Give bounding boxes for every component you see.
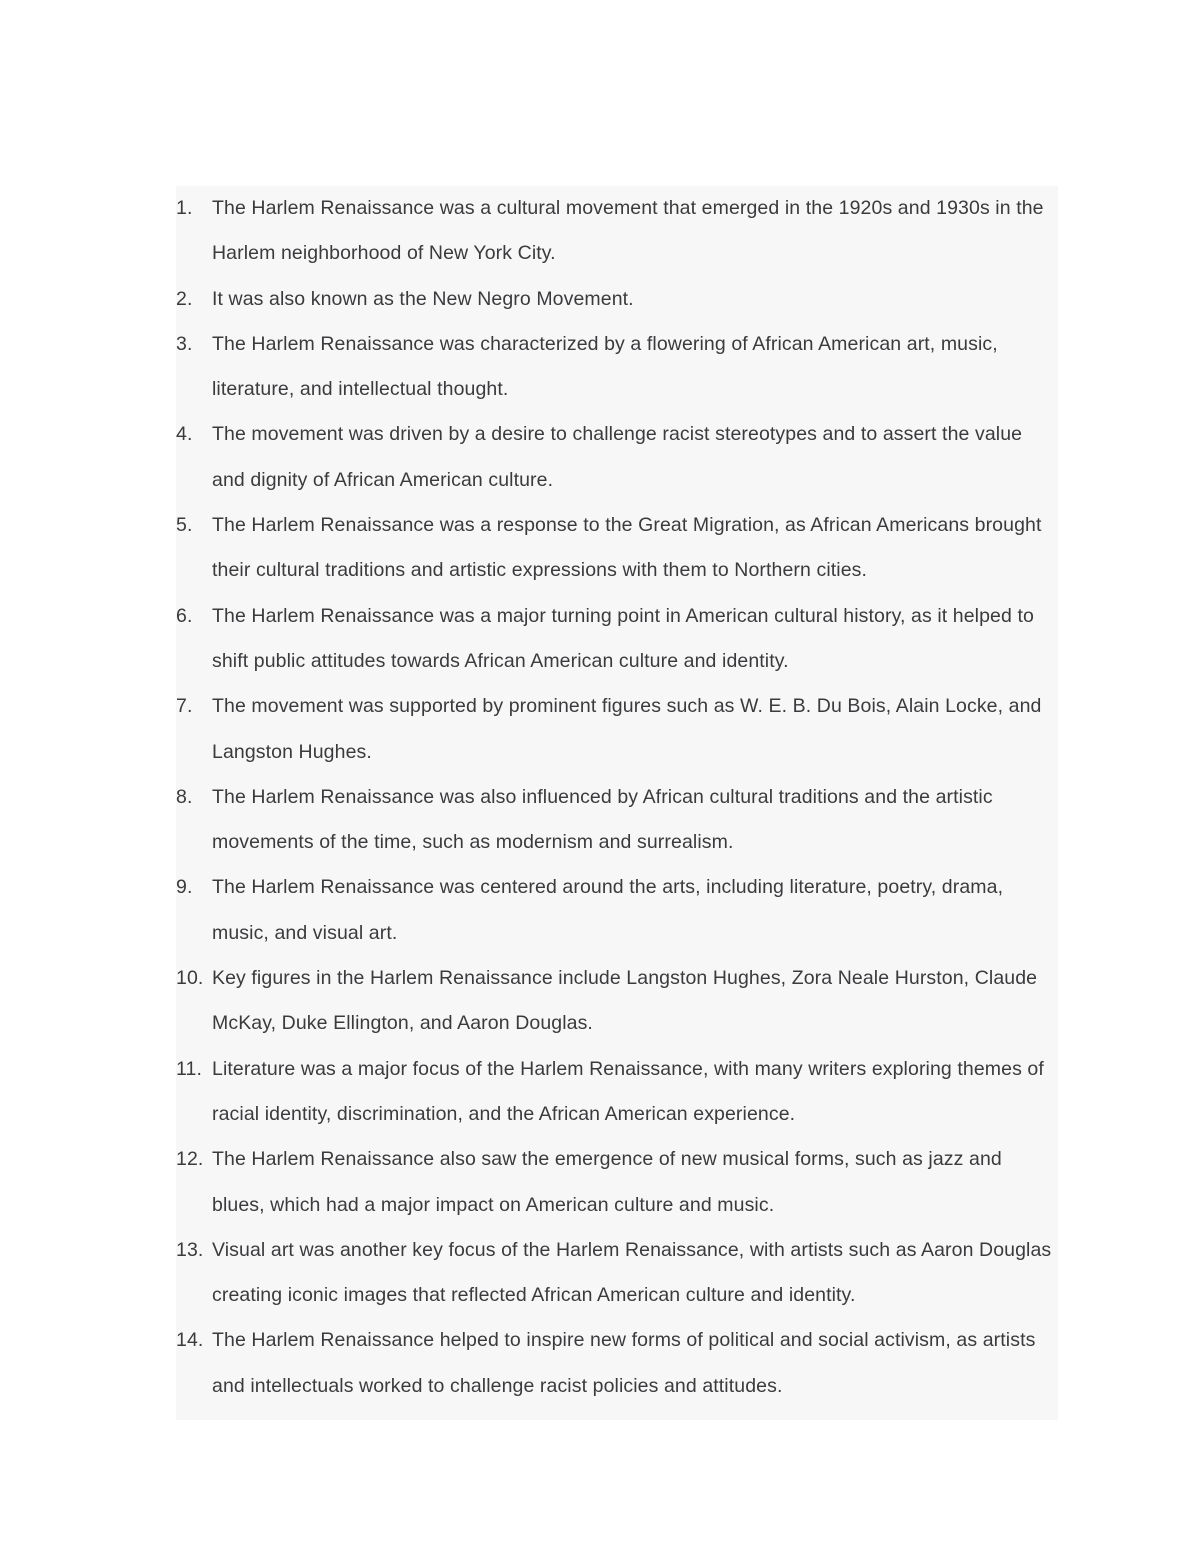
list-item-text: The Harlem Renaissance was a response to the Great Migration, as African Americans brought their cultural traditions and artistic expressions with them to Northern cities.: [212, 514, 1042, 582]
list-item: [176, 956, 1058, 1047]
list-item: [176, 775, 1058, 866]
list-item-text: The Harlem Renaissance was centered around the arts, including literature, poetry, drama, music, and visual art.: [212, 876, 1004, 944]
list-item: [176, 1137, 1058, 1228]
list-item: [176, 1047, 1058, 1138]
list-item-text: The Harlem Renaissance was also influenced by African cultural traditions and the artistic movements of the time, such as modernism and surrealism.: [212, 785, 993, 854]
list-item-number: 4.: [176, 423, 193, 446]
list-item-number: 9.: [176, 876, 193, 899]
numbered-list: [176, 186, 1058, 1409]
list-item: [176, 865, 1058, 956]
list-item-text: Key figures in the Harlem Renaissance include Langston Hughes, Zora Neale Hurston, Claude McKay, Duke Ellington, and Aaron Douglas.: [212, 967, 1038, 1035]
list-item: [176, 322, 1058, 413]
list-item-number: 8.: [176, 785, 193, 808]
list-item-number: 7.: [176, 695, 193, 718]
list-item: [176, 684, 1058, 775]
list-item-number: 12.: [176, 1148, 204, 1171]
list-item: [176, 503, 1058, 594]
list-item-number: 11.: [176, 1057, 202, 1080]
list-item-number: 6.: [176, 604, 193, 627]
content-block: [176, 186, 1058, 1420]
list-item-text: The Harlem Renaissance was characterized by a flowering of African American art, music, literature, and intellectual thought.: [212, 332, 998, 401]
list-item-number: 3.: [176, 332, 193, 355]
list-item-text: The movement was supported by prominent figures such as W. E. B. Du Bois, Alain Locke, and Langston Hughes.: [212, 695, 1042, 763]
list-item-number: 14.: [176, 1329, 204, 1352]
list-item-text: The Harlem Renaissance was a major turning point in American cultural history, as it helped to shift public attitudes towards African American culture and identity.: [212, 604, 1034, 672]
list-item-text: The Harlem Renaissance helped to inspire new forms of political and social activism, as artists and intellectuals worked to challenge racist policies and attitudes.: [212, 1329, 1036, 1397]
list-item-text: Visual art was another key focus of the Harlem Renaissance, with artists such as Aaron Douglas creating iconic images that reflected African American culture and identity.: [212, 1238, 1052, 1307]
list-item-number: 5.: [176, 514, 193, 537]
list-item-text: The Harlem Renaissance also saw the emergence of new musical forms, such as jazz and blues, which had a major impact on American culture and music.: [212, 1148, 1002, 1216]
list-item: [176, 412, 1058, 503]
list-item-text: Literature was a major focus of the Harlem Renaissance, with many writers exploring themes of racial identity, discrimination, and the African American experience.: [212, 1057, 1044, 1125]
list-item: [176, 594, 1058, 685]
list-item-number: 13.: [176, 1238, 204, 1261]
list-item-number: 1.: [176, 197, 193, 219]
list-item-number: 10.: [176, 967, 204, 990]
list-item: [176, 277, 1058, 322]
list-item: [176, 1228, 1058, 1319]
list-item-text: The Harlem Renaissance was a cultural movement that emerged in the 1920s and 1930s in the Harlem neighborhood of New York City.: [212, 197, 1044, 265]
list-item-text: It was also known as the New Negro Movement.: [212, 287, 634, 310]
list-item-text: The movement was driven by a desire to challenge racist stereotypes and to assert the value and dignity of African American culture.: [212, 423, 1023, 491]
list-item: [176, 186, 1058, 277]
list-item-number: 2.: [176, 287, 193, 310]
list-item: [176, 1318, 1058, 1409]
